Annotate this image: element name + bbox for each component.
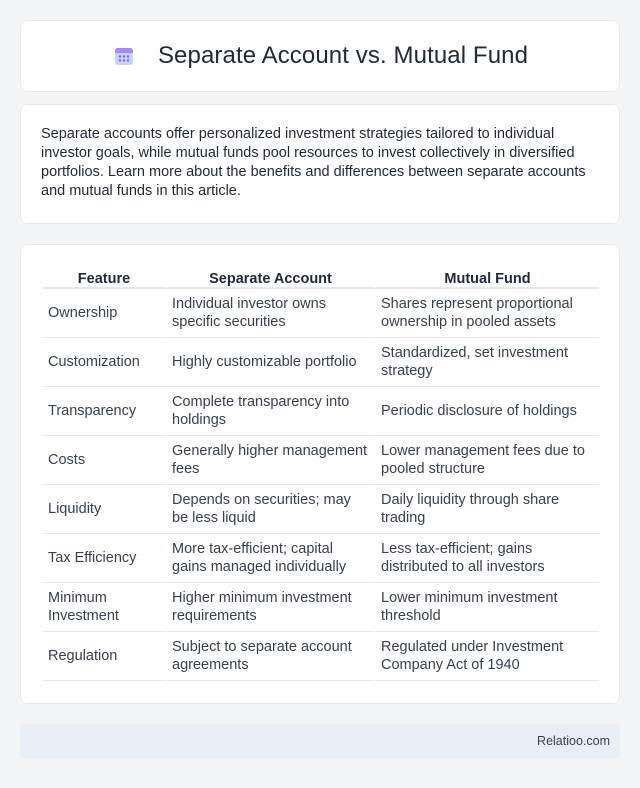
mutual-fund-cell: Shares represent proportional ownership in pooled assets <box>376 289 599 338</box>
feature-cell: Ownership <box>43 289 167 338</box>
table-card <box>20 244 620 704</box>
header-feature: Feature <box>43 265 167 289</box>
feature-cell: Costs <box>43 436 167 485</box>
table-row <box>43 534 599 583</box>
mutual-fund-cell: Lower management fees due to pooled structure <box>376 436 599 485</box>
separate-account-cell: Individual investor owns specific securities <box>167 289 376 338</box>
footer <box>20 724 620 758</box>
mutual-fund-cell: Regulated under Investment Company Act of 1940 <box>376 632 599 681</box>
separate-account-cell: Subject to separate account agreements <box>167 632 376 681</box>
feature-cell: Regulation <box>43 632 167 681</box>
feature-cell: Customization <box>43 338 167 387</box>
separate-account-cell: Depends on securities; may be less liquid <box>167 485 376 534</box>
table-row <box>43 338 599 387</box>
intro-card <box>20 104 620 224</box>
table-row <box>43 583 599 632</box>
table-row <box>43 632 599 681</box>
comparison-table <box>43 265 599 681</box>
table-row <box>43 289 599 338</box>
feature-cell: Tax Efficiency <box>43 534 167 583</box>
table-row <box>43 436 599 485</box>
table-row <box>43 387 599 436</box>
mutual-fund-cell: Less tax-efficient; gains distributed to all investors <box>376 534 599 583</box>
footer-site-link[interactable]: Relatioo.com <box>537 734 610 748</box>
intro-text: Separate accounts offer personalized investment strategies tailored to individual investor goals, while mutual funds pool resources to invest collectively in diversified portfolios. Learn more about the benefits and differences between separate accounts and mutual funds in this article. <box>41 126 586 199</box>
feature-cell: Liquidity <box>43 485 167 534</box>
mutual-fund-cell: Periodic disclosure of holdings <box>376 387 599 436</box>
separate-account-cell: Generally higher management fees <box>167 436 376 485</box>
mutual-fund-cell: Lower minimum investment threshold <box>376 583 599 632</box>
page-title: Separate Account vs. Mutual Fund <box>157 42 529 69</box>
separate-account-cell: Higher minimum investment requirements <box>167 583 376 632</box>
header-mutual-fund: Mutual Fund <box>376 265 599 289</box>
separate-account-cell: Complete transparency into holdings <box>167 387 376 436</box>
feature-cell: Minimum Investment <box>43 583 167 632</box>
header-separate-account: Separate Account <box>167 265 376 289</box>
calendar-icon <box>112 44 136 68</box>
separate-account-cell: More tax-efficient; capital gains managed individually <box>167 534 376 583</box>
table-header-row <box>43 265 599 289</box>
header-card <box>20 20 620 92</box>
mutual-fund-cell: Daily liquidity through share trading <box>376 485 599 534</box>
feature-cell: Transparency <box>43 387 167 436</box>
separate-account-cell: Highly customizable portfolio <box>167 338 376 387</box>
title-wrap <box>112 42 528 70</box>
table-row <box>43 485 599 534</box>
mutual-fund-cell: Standardized, set investment strategy <box>376 338 599 387</box>
